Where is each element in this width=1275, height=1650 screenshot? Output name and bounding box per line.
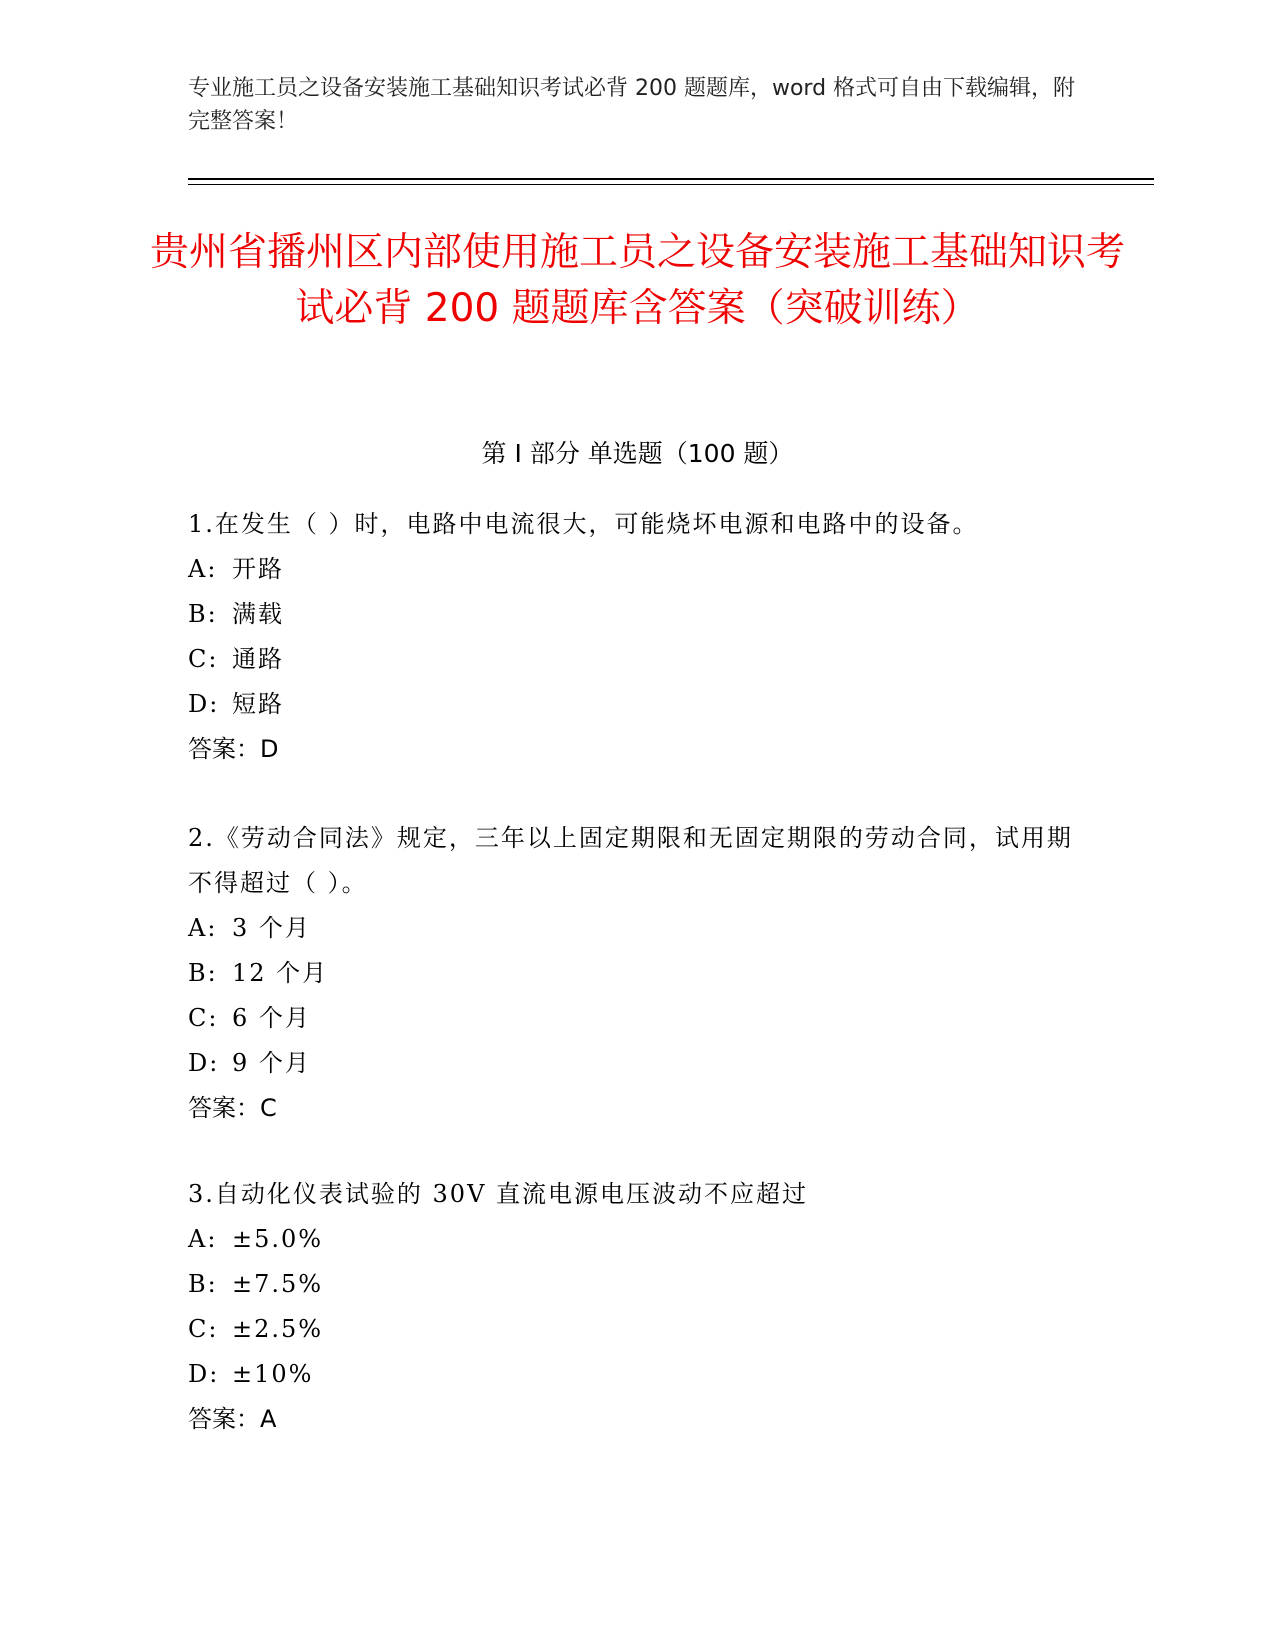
answer: 答案：A bbox=[188, 1405, 277, 1433]
option-b bbox=[188, 1262, 1088, 1307]
header-divider-thick bbox=[188, 178, 1154, 180]
option-key: D: bbox=[188, 1049, 220, 1077]
option-d bbox=[188, 1041, 1088, 1086]
option-key: A: bbox=[188, 914, 218, 942]
option-key: D: bbox=[188, 1360, 220, 1388]
option-a bbox=[188, 1217, 1088, 1262]
question-text: 1.在发生（ ）时，电路中电流很大，可能烧坏电源和电路中的设备。 bbox=[188, 510, 979, 538]
option-key: A: bbox=[188, 555, 218, 583]
option-key: D: bbox=[188, 690, 220, 718]
option-b bbox=[188, 592, 1088, 637]
document-title: 贵州省播州区内部使用施工员之设备安装施工基础知识考试必背 200 题题库含答案（突破训练） bbox=[150, 230, 1126, 331]
question-text: 3.自动化仪表试验的 30V 直流电源电压波动不应超过 bbox=[188, 1180, 809, 1208]
question-2 bbox=[188, 816, 1088, 1131]
question-3 bbox=[188, 1172, 1088, 1442]
section-title: 第 I 部分 单选题（100 题） bbox=[481, 439, 794, 468]
option-key: B: bbox=[188, 600, 218, 628]
option-text: 3 个月 bbox=[232, 914, 311, 942]
option-c bbox=[188, 996, 1088, 1041]
option-a bbox=[188, 906, 1088, 951]
option-text: 满载 bbox=[232, 600, 284, 628]
option-key: A: bbox=[188, 1225, 218, 1253]
question-1 bbox=[188, 502, 1088, 772]
header-divider-thin bbox=[188, 184, 1154, 185]
option-text: 12 个月 bbox=[232, 959, 329, 987]
option-key: B: bbox=[188, 959, 218, 987]
option-key: C: bbox=[188, 1315, 219, 1343]
option-text: ±10% bbox=[232, 1360, 314, 1388]
option-text: 9 个月 bbox=[232, 1049, 311, 1077]
option-text: ±5.0% bbox=[232, 1225, 324, 1253]
option-key: C: bbox=[188, 645, 219, 673]
option-text: 开路 bbox=[232, 555, 284, 583]
question-text: 2.《劳动合同法》规定，三年以上固定期限和无固定期限的劳动合同，试用期不得超过（ ）。 bbox=[188, 824, 1073, 897]
option-text: 通路 bbox=[232, 645, 284, 673]
option-text: 6 个月 bbox=[232, 1004, 311, 1032]
option-d bbox=[188, 682, 1088, 727]
option-text: ±2.5% bbox=[232, 1315, 324, 1343]
option-c bbox=[188, 1307, 1088, 1352]
option-b bbox=[188, 951, 1088, 996]
header-note: 专业施工员之设备安装施工基础知识考试必背 200 题题库，word 格式可自由下载编辑，附完整答案！ bbox=[188, 76, 1076, 134]
option-text: ±7.5% bbox=[232, 1270, 324, 1298]
option-d bbox=[188, 1352, 1088, 1397]
option-c bbox=[188, 637, 1088, 682]
answer: 答案：D bbox=[188, 735, 279, 763]
option-key: B: bbox=[188, 1270, 218, 1298]
option-a bbox=[188, 547, 1088, 592]
answer: 答案：C bbox=[188, 1094, 277, 1122]
option-key: C: bbox=[188, 1004, 219, 1032]
option-text: 短路 bbox=[232, 690, 284, 718]
